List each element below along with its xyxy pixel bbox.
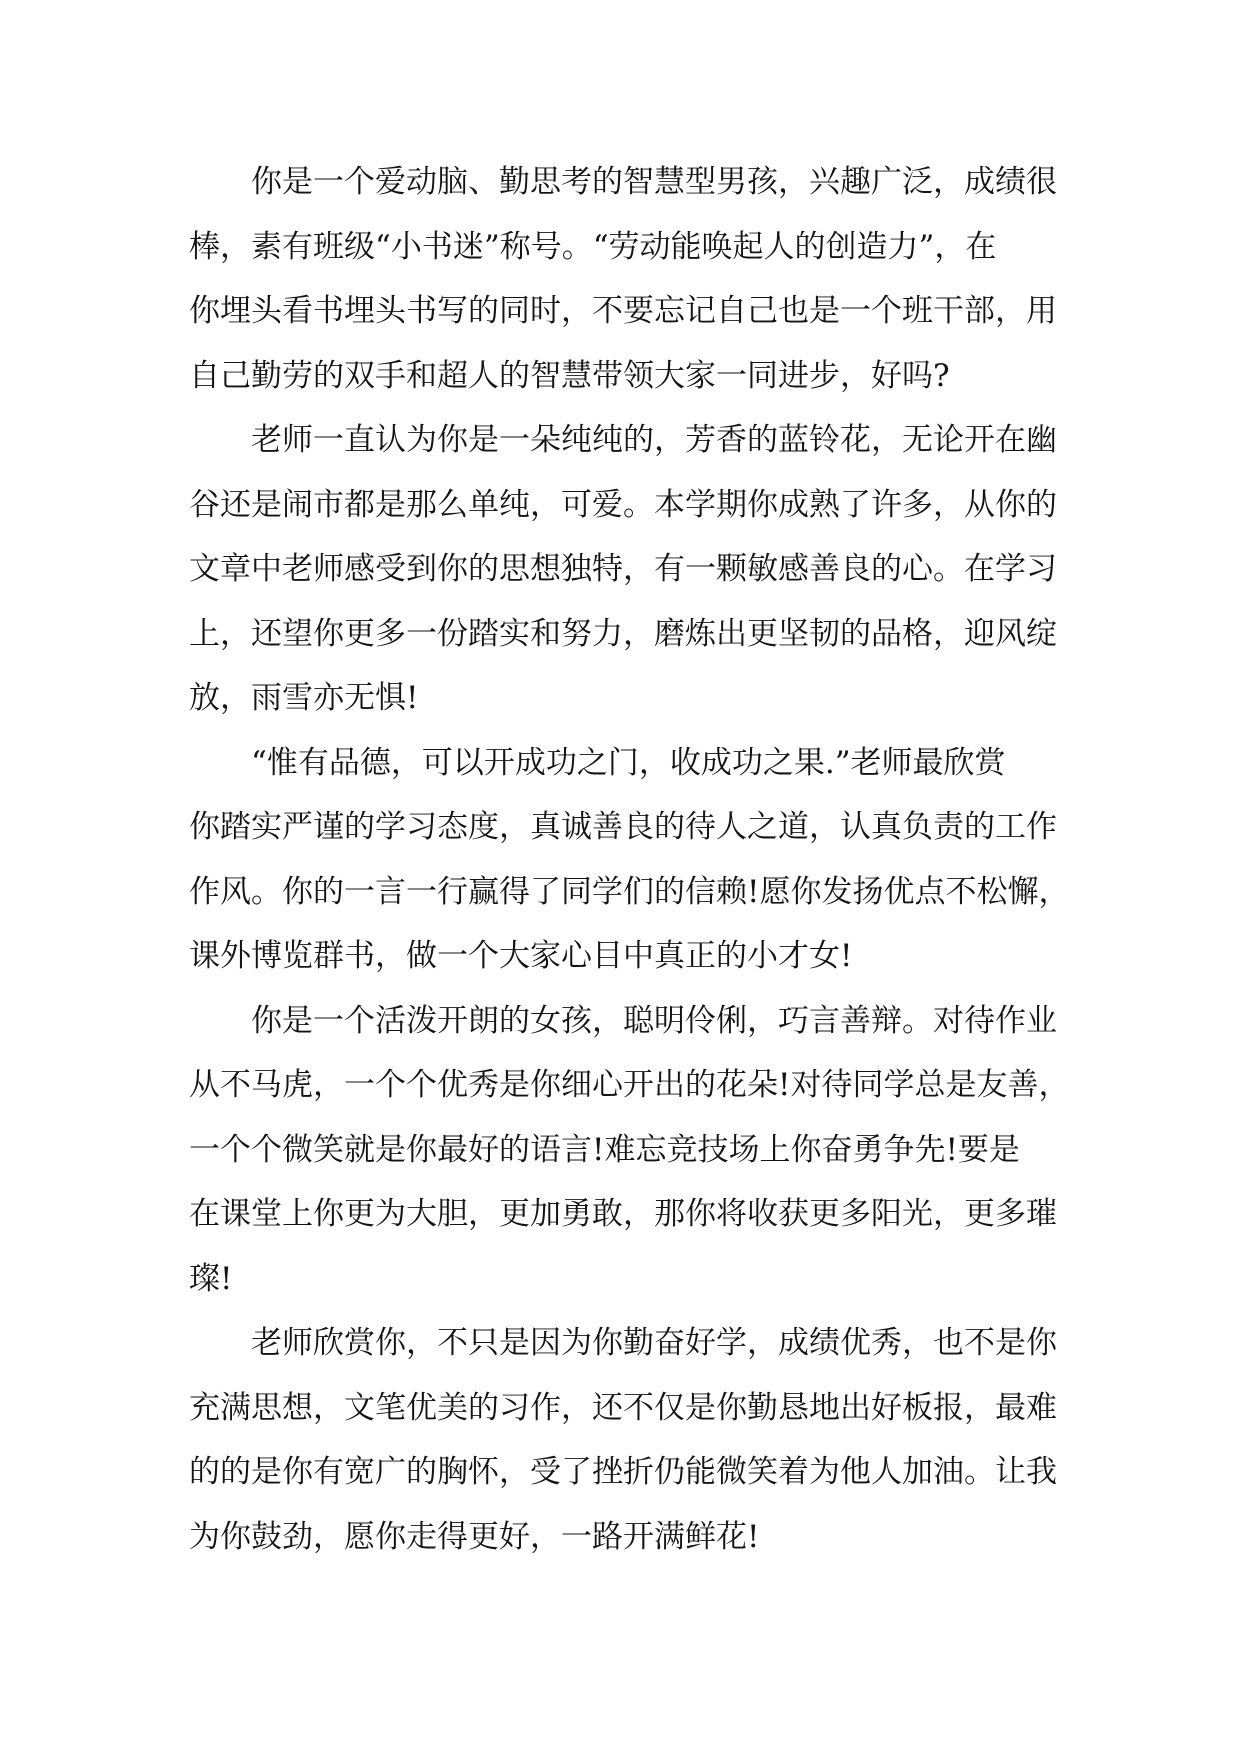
text-line: 老师一直认为你是一朵纯纯的，芳香的蓝铃花，无论开在幽 (251, 422, 1057, 458)
paragraph-4 (189, 989, 1070, 1312)
text-line: 老师欣赏你，不只是因为你勤奋好学，成绩优秀，也不是你 (251, 1325, 1057, 1361)
text-line: 你是一个活泼开朗的女孩，聪明伶俐，巧言善辩。对待作业 (251, 1002, 1057, 1039)
text-line: 的的是你有宽广的胸怀，受了挫折仍能微笑着为他人加油。让我 (189, 1454, 1057, 1490)
text-line: 在课堂上你更为大胆，更加勇敢，那你将收获更多阳光，更多璀 (189, 1196, 1057, 1232)
text-line: 棒，素有班级“小书迷”称号。“劳动能唤起人的创造力”，在 (189, 228, 997, 265)
paragraph-1 (189, 150, 1057, 408)
document-body (189, 150, 1070, 1569)
text-line: 谷还是闹市都是那么单纯，可爱。本学期你成熟了许多，从你的 (189, 486, 1057, 523)
text-line: 你是一个爱动脑、勤思考的智慧型男孩，兴趣广泛，成绩很 (251, 164, 1057, 200)
text-line: 一个个微笑就是你最好的语言!难忘竞技场上你奋勇争先!要是 (189, 1131, 1020, 1168)
text-line: 自己勤劳的双手和超人的智慧带领大家一同进步，好吗? (189, 357, 950, 394)
text-line: 你踏实严谨的学习态度，真诚善良的待人之道，认真负责的工作 (189, 809, 1057, 845)
text-line: 作风。你的一言一行赢得了同学们的信赖!愿你发扬优点不松懈， (189, 873, 1070, 910)
text-line: 璨! (189, 1260, 233, 1297)
text-line: 为你鼓劲，愿你走得更好，一路开满鲜花! (189, 1518, 760, 1555)
text-line: 从不马虎，一个个优秀是你细心开出的花朵!对待同学总是友善， (189, 1067, 1070, 1103)
text-line: 你埋头看书埋头书写的同时，不要忘记自己也是一个班干部，用 (189, 293, 1057, 329)
paragraph-2 (189, 408, 1057, 731)
text-line: 文章中老师感受到你的思想独特，有一颗敏感善良的心。在学习 (189, 551, 1057, 587)
text-line: 上，还望你更多一份踏实和努力，磨炼出更坚韧的品格，迎风绽 (189, 615, 1057, 652)
text-line: 课外博览群书，做一个大家心目中真正的小才女! (189, 938, 853, 974)
text-line: “惟有品德，可以开成功之门，收成功之果.”老师最欣赏 (251, 744, 1006, 781)
text-line: 充满思想，文笔优美的习作，还不仅是你勤恳地出好板报，最难 (189, 1389, 1057, 1426)
text-line: 放，雨雪亦无惧! (189, 680, 419, 716)
paragraph-3 (189, 731, 1070, 989)
paragraph-5 (189, 1311, 1057, 1569)
